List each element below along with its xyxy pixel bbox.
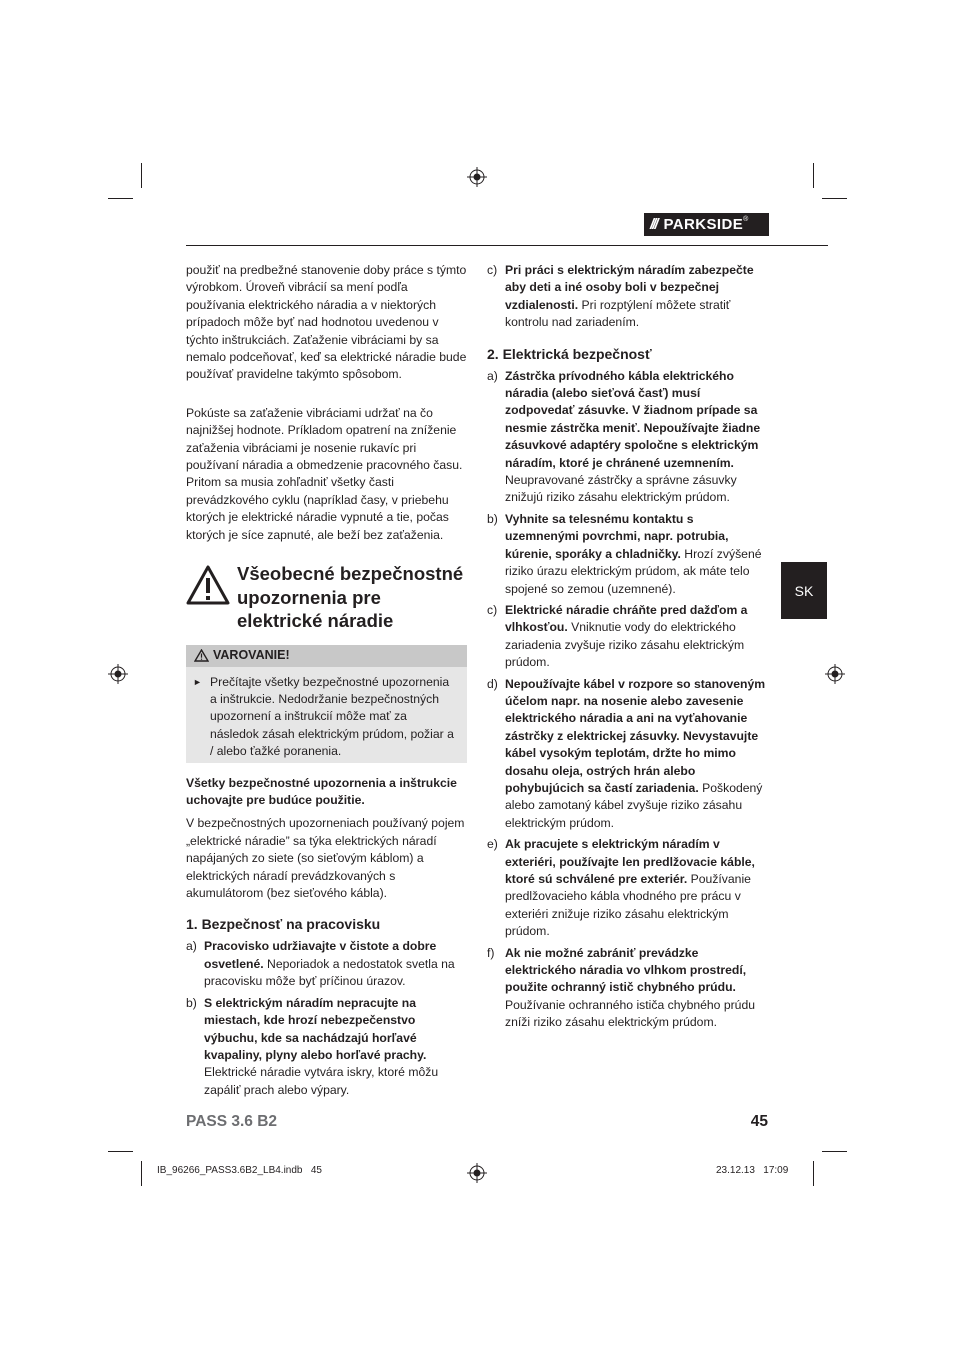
list-item: [186, 995, 467, 1099]
item-text: Elektrické náradie vytvára iskry, ktoré môžu zapáliť prach alebo výpary.: [204, 1065, 439, 1097]
item-label: c): [487, 602, 498, 617]
item-text: Neupravované zástrčky a správne zásuvky znižujú riziko zásahu elektrickým prúdom.: [505, 473, 737, 505]
item-bold: Elektrické náradie chráňte pred dažďom a vlhkosťou.: [505, 602, 748, 635]
item-text: Používanie predlžovacieho kábla vhodného pre prácu v exteriéri znižuje riziko zásahu elektrickým prúdom.: [505, 872, 751, 939]
arrow-bullet-icon: ►: [193, 676, 202, 687]
crop-mark: [813, 163, 814, 188]
list-item: [487, 602, 768, 672]
registration-mark-icon: [467, 167, 487, 187]
list-item: [487, 676, 768, 833]
slug-datetime: 23.12.13 17:09: [716, 1165, 789, 1176]
warning-box: [186, 645, 467, 763]
item-bold: Ak nie možné zabrániť prevádzke elektrického náradia vo vlhkom prostredí, použite ochranný istič chybného prúdu.: [505, 945, 747, 995]
logo-slashes: ///: [650, 216, 657, 233]
warning-small-icon: [194, 649, 209, 662]
crop-mark: [141, 1161, 142, 1186]
item-bold: Ak pracujete s elektrickým náradím v exteriéri, používajte len predlžovacie káble, ktoré sú schválené pre exteriér.: [505, 837, 755, 886]
list-item: [487, 368, 768, 507]
list-item: [487, 511, 768, 598]
item-label: f): [487, 945, 495, 960]
item-bold: Pri práci s elektrickým náradím zabezpečte aby deti a iné osoby boli v bezpečnej vzdialenosti.: [505, 263, 754, 312]
registration-mark-icon: [467, 1163, 487, 1183]
item-label: c): [487, 263, 498, 277]
section-title: Všeobecné bezpečnostné upozornenia pre elektrické náradie: [237, 563, 464, 632]
crop-mark: [141, 163, 142, 188]
warning-label: VAROVANIE!: [213, 647, 290, 662]
item-text: Hrozí zvýšené riziko úrazu elektrickým prúdom, ak máte telo spojené so zemou (uzemnené).: [505, 546, 762, 596]
subsection-title: 1. Bezpečnosť na pracovisku: [186, 916, 381, 933]
item-text: Pri rozptýlení môžete stratiť kontrolu nad zariadením.: [505, 297, 731, 330]
language-tab: SK: [781, 562, 827, 619]
crop-mark: [813, 1161, 814, 1186]
registration-mark-icon: [825, 664, 845, 684]
section-heading: [186, 562, 467, 633]
intro-paragraph: Pokúste sa zaťaženie vibráciami udržať na čo najnižšej hodnote. Príkladom opatrení na zníženie zaťaženia vibráciami je nosenie rukavíc pri používaní náradia a obmedzenie pracovného času. Pritom sa musia zohľadniť všetky časti prevádzkového cyklu (napríklad časy, v priebehu ktorých je elektrické náradie vypnuté a tie, počas ktorých je síce zapnuté, ale beží bez zaťaženia.: [186, 405, 463, 542]
list-item: [487, 945, 768, 1032]
item-bold: Vyhnite sa telesnému kontaktu s uzemnenými povrchmi, napr. potrubia, kúrenie, sporáky a chladničky.: [505, 511, 729, 561]
item-label: b): [186, 995, 197, 1010]
subsection-title: 2. Elektrická bezpečnosť: [487, 345, 652, 362]
crop-mark: [822, 198, 847, 199]
crop-mark: [822, 1151, 847, 1152]
crop-mark: [108, 1151, 133, 1152]
list-item: [487, 836, 768, 940]
item-bold: Pracovisko udržiavajte v čistote a dobre osvetlené.: [204, 939, 437, 971]
header-rule: [186, 245, 828, 246]
warning-triangle-icon: [186, 565, 230, 605]
logo-reg-mark: ®: [743, 216, 749, 223]
parkside-logo: [644, 213, 769, 236]
item-text: Vniknutie vody do elektrického zariadenia zvyšuje riziko zásahu elektrickým prúdom.: [505, 620, 745, 670]
item-label: d): [487, 676, 498, 691]
logo-brand: PARKSIDE: [663, 216, 744, 233]
item-text: Neporiadok a nedostatok svetla na pracovisku môže byť príčinou úrazov.: [204, 956, 455, 989]
definition-paragraph: V bezpečnostných upozorneniach používaný pojem „elektrické náradie” sa týka elektrických náradí napájaných zo siete (so sieťovým káblom) a elektrických náradí prevádzkovaných s akumulátorom (bez sieťového kábla).: [186, 816, 465, 901]
keep-notice: Všetky bezpečnostné upozornenia a inštrukcie uchovajte pre budúce použitie.: [186, 775, 457, 808]
item-bold: Nepoužívajte kábel v rozpore so stanoveným účelom napr. na nosenie alebo zavesenie elektrického náradia a ani na vyťahovanie zástrčky z elektrickej zásuvky. Nevystavujte kábel vysokým teplotám, držte ho mimo dosahu oleja, ostrých hrán alebo pohybujúcich sa častí zariadenia.: [505, 676, 766, 795]
left-column: [186, 262, 467, 1099]
registration-mark-icon: [108, 664, 128, 684]
page-number: 45: [750, 1113, 768, 1130]
warning-header: [186, 645, 467, 667]
item-text: Používanie ochranného ističa chybného prúdu zníži riziko zásahu elektrickým prúdom.: [505, 997, 756, 1030]
item-bold: S elektrickým náradím nepracujte na miestach, kde hrozí nebezpečenstvo výbuchu, kde sa nachádzajú horľavé kvapaliny, plyny alebo horľavé prachy.: [204, 995, 427, 1062]
item-label: a): [186, 939, 197, 954]
warning-item: [186, 667, 467, 763]
list-item: [186, 938, 467, 990]
warning-text: Prečítajte všetky bezpečnostné upozornenia a inštrukcie. Nedodržanie bezpečnostných upozornení a inštrukcií môže mať za následok zásah elektrickým prúdom, požiar a / alebo ťažké poranenia.: [210, 674, 454, 759]
list-item: [487, 262, 768, 332]
item-bold: Zástrčka prívodného kábla elektrického náradia (alebo sieťová časť) musí zodpovedať zásuvke. V žiadnom prípade sa nesmie zástrčka meniť. Nepoužívajte žiadne zásuvkové adaptéry spoločne s elektrickým náradím, ktoré je chránené uzemnením.: [505, 368, 761, 470]
intro-paragraph: použiť na predbežné stanovenie doby práce s týmto výrobkom. Úroveň vibrácií sa mení podľa používania elektrického náradia a v niektorých prípadoch môže byť nad hodnotou uvedenou v týchto inštrukciách. Zaťaženie vibráciami by sa nemalo podceňovať, keď sa elektrické náradie bude používať pravidelne takýmto spôsobom.: [186, 263, 467, 382]
slug-file: IB_96266_PASS3.6B2_LB4.indb 45: [157, 1165, 322, 1176]
item-label: b): [487, 511, 498, 526]
footer-model: PASS 3.6 B2: [186, 1113, 278, 1130]
right-column: [487, 262, 768, 1032]
crop-mark: [108, 198, 133, 199]
item-text: Poškodený alebo zamotaný kábel zvyšuje riziko zásahu elektrickým prúdom.: [505, 780, 763, 830]
item-label: a): [487, 368, 498, 383]
item-label: e): [487, 837, 498, 852]
